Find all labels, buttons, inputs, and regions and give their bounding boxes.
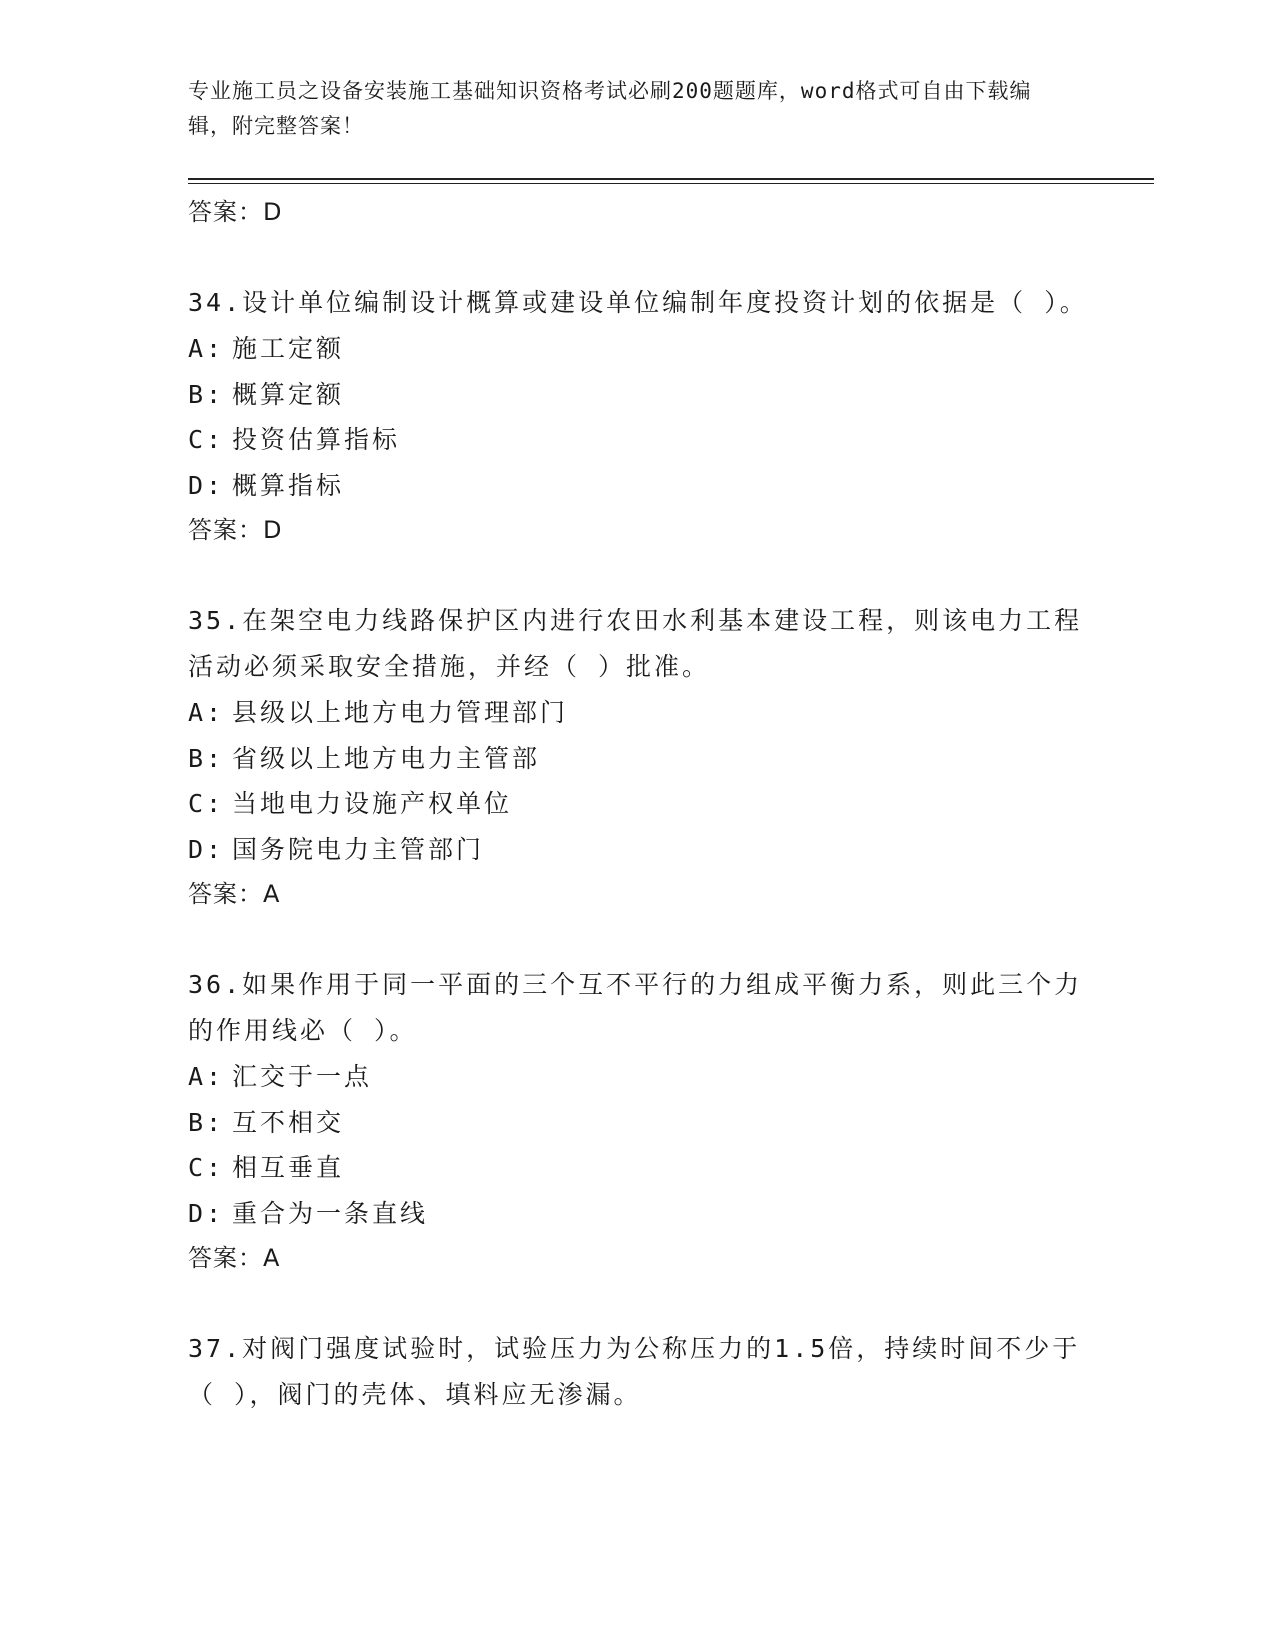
header-divider-thick xyxy=(188,178,1154,180)
option-a xyxy=(188,326,1088,372)
option-a xyxy=(188,690,1088,736)
option-c xyxy=(188,1145,1088,1191)
question-35 xyxy=(188,598,1088,916)
option-text: 县级以上地方电力管理部门 xyxy=(232,698,569,727)
option-letter: A: xyxy=(188,334,225,363)
option-letter: B: xyxy=(188,1107,225,1137)
question-list xyxy=(188,190,1088,1464)
option-a xyxy=(188,1054,1088,1100)
header-divider-thin xyxy=(188,183,1154,184)
option-c xyxy=(188,417,1088,463)
option-text: 汇交于一点 xyxy=(232,1062,373,1091)
option-letter: D: xyxy=(188,834,225,864)
option-letter: D: xyxy=(188,470,225,500)
option-text: 概算指标 xyxy=(232,470,345,500)
question-36 xyxy=(188,962,1088,1280)
option-text: 国务院电力主管部门 xyxy=(232,834,485,864)
option-b xyxy=(188,1100,1088,1146)
option-letter: A: xyxy=(188,1062,225,1091)
answer-line: 答案：D xyxy=(188,516,283,544)
page-header: 专业施工员之设备安装施工基础知识资格考试必刷200题题库，word格式可自由下载编辑，附完整答案！ xyxy=(188,79,1032,138)
option-text: 省级以上地方电力主管部 xyxy=(232,743,541,773)
option-b xyxy=(188,736,1088,782)
option-text: 相互垂直 xyxy=(232,1153,345,1182)
option-letter: B: xyxy=(188,743,225,773)
option-letter: C: xyxy=(188,425,225,454)
question-stem: 35.在架空电力线路保护区内进行农田水利基本建设工程，则该电力工程活动必须采取安全措施，并经（ ）批准。 xyxy=(188,606,1083,681)
option-text: 施工定额 xyxy=(232,334,345,363)
question-stem: 36.如果作用于同一平面的三个互不平行的力组成平衡力系，则此三个力的作用线必（ ）。 xyxy=(188,970,1083,1045)
option-d xyxy=(188,1191,1088,1237)
question-stem: 34.设计单位编制设计概算或建设单位编制年度投资计划的依据是（ ）。 xyxy=(188,288,1088,317)
question-stem: 37.对阀门强度试验时，试验压力为公称压力的1.5倍，持续时间不少于（ ），阀门的壳体、填料应无渗漏。 xyxy=(188,1334,1081,1409)
question-34 xyxy=(188,280,1088,552)
answer-line: 答案：A xyxy=(188,1244,281,1272)
option-c xyxy=(188,781,1088,827)
option-letter: B: xyxy=(188,379,225,409)
option-letter: C: xyxy=(188,789,225,818)
answer-line: 答案：A xyxy=(188,880,281,908)
option-text: 投资估算指标 xyxy=(232,425,401,454)
answer-line: 答案：D xyxy=(188,198,283,226)
option-letter: C: xyxy=(188,1153,225,1182)
option-b xyxy=(188,372,1088,418)
option-letter: D: xyxy=(188,1198,225,1228)
option-text: 重合为一条直线 xyxy=(232,1198,429,1228)
option-text: 当地电力设施产权单位 xyxy=(232,789,513,818)
option-text: 互不相交 xyxy=(232,1107,345,1137)
question-37 xyxy=(188,1326,1088,1418)
option-d xyxy=(188,463,1088,509)
option-d xyxy=(188,827,1088,873)
option-text: 概算定额 xyxy=(232,379,345,409)
option-letter: A: xyxy=(188,698,225,727)
